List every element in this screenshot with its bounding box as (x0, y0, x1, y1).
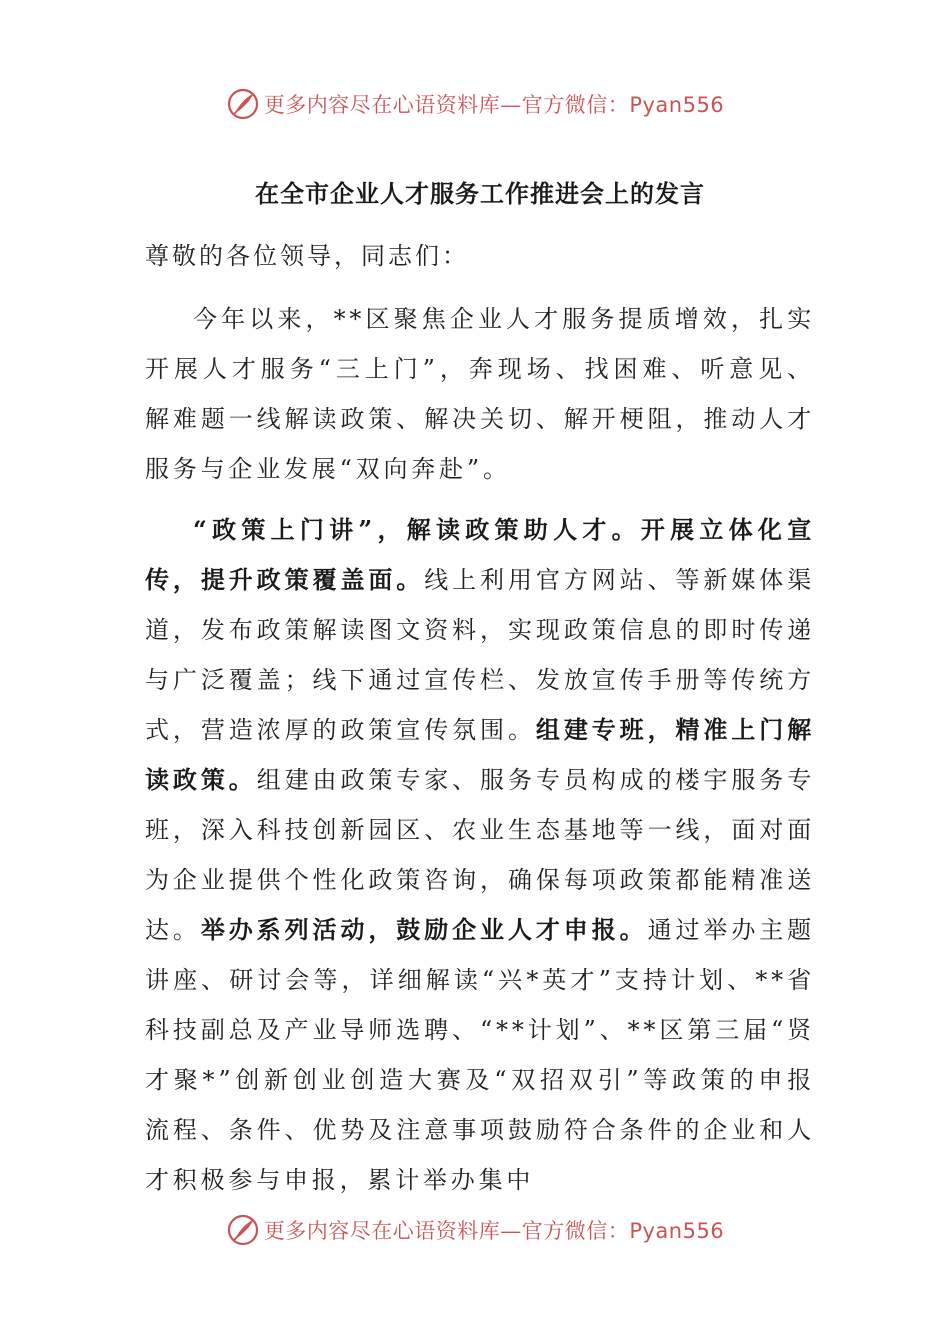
bold-heading-3: 举办系列活动，鼓励企业人才申报。 (200, 915, 648, 944)
paragraph-intro: 今年以来，**区聚焦企业人才服务提质增效，扎实开展人才服务“三上门”，奔现场、找困难、听意见、解难题一线解读政策、解决关切、解开梗阻，推动人才服务与企业发展“双向奔赴”。 (145, 305, 815, 483)
quill-logo-icon (226, 87, 260, 121)
bold-heading-2: 组建专班，精准上门解读政策。 (145, 715, 815, 794)
body-text-2: 组建由政策专家、服务专员构成的楼宇服务专班，深入科技创新园区、农业生态基地等一线，面对面为企业提供个性化政策咨询，确保每项政策都能精准送达。 (145, 766, 815, 944)
body-text-3: 通过举办主题讲座、研讨会等，详细解读“兴*英才”支持计划、**省科技副总及产业导师选聘、“**计划”、**区第三届“贤才聚*”创新创业创造大赛及“双招双引”等政策的申报流程、条件、优势及注意事项鼓励符合条件的企业和人才积极参与申报，累计举办集中 (145, 916, 815, 1194)
header-watermark (0, 84, 950, 124)
document-title: 在全市企业人才服务工作推进会上的发言 (255, 179, 705, 208)
watermark-text: 更多内容尽在心语资料库—官方微信：Pyan556 (263, 93, 725, 117)
body-text-1: 线上利用官方网站、等新媒体渠道，发布政策解读图文资料，实现政策信息的即时传递与广泛覆盖；线下通过宣传栏、发放宣传手册等传统方式，营造浓厚的政策宣传氛围。 (145, 566, 815, 744)
footer-watermark (0, 1210, 950, 1250)
watermark-text: 更多内容尽在心语资料库—官方微信：Pyan556 (263, 1219, 725, 1243)
paragraph-policy-outreach (145, 505, 815, 1205)
quill-logo-icon (226, 1213, 260, 1247)
salutation: 尊敬的各位领导，同志们： (145, 242, 469, 270)
bold-heading-1: “政策上门讲”，解读政策助人才。开展立体化宣传，提升政策覆盖面。 (145, 515, 815, 594)
